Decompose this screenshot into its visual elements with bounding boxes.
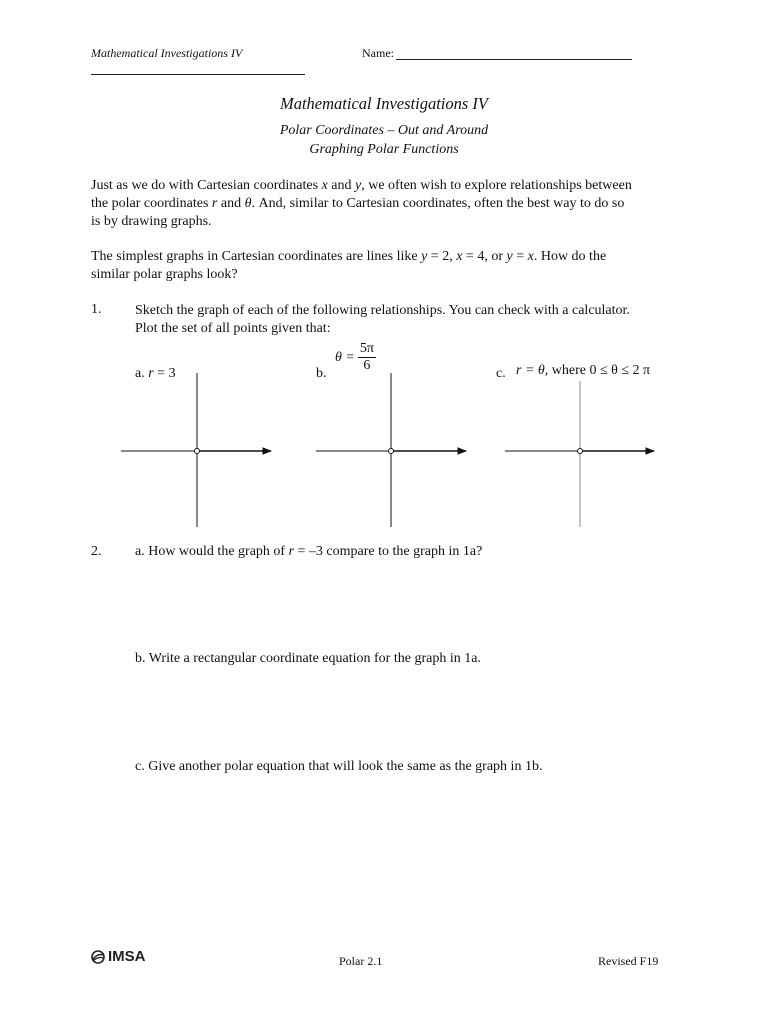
footer-page-label: Polar 2.1: [339, 954, 383, 968]
name-label: Name:: [362, 46, 394, 60]
pole-1b: [389, 449, 394, 454]
header-course: Mathematical Investigations IV: [91, 46, 243, 60]
q1b-fraction: $\frac{5\pi}{6}$: [359, 341, 374, 373]
axes-1a: [121, 373, 271, 527]
footer-revision: Revised F19: [598, 954, 659, 968]
intro-p1-line-1: Just as we do with Cartesian coordinates x and y, we often wish to explore relationships between: [91, 178, 632, 193]
intro-p1-line-2: the polar coordinates r and θ. And, similar to Cartesian coordinates, often the best way to do so: [91, 196, 625, 211]
question-1-line-1: Sketch the graph of each of the following relationships. You can check with a calculator.: [135, 303, 630, 318]
intro-p1-line-3: is by drawing graphs.: [91, 214, 212, 229]
axes-1c: [505, 381, 654, 527]
axes-1b: [316, 373, 466, 527]
intro-p2-line-2: similar polar graphs look?: [91, 267, 238, 282]
pole-1c: [578, 449, 583, 454]
question-1-number: 1.: [91, 302, 102, 317]
imsa-logo: IMSA: [91, 948, 146, 965]
question-2-number: 2.: [91, 544, 102, 559]
intro-p2-line-1: The simplest graphs in Cartesian coordinates are lines like y = 2, x = 4, or y = x. How do the: [91, 249, 607, 264]
q1c-label: c.: [496, 366, 506, 381]
pole-1a: [195, 449, 200, 454]
question-1-line-2: Plot the set of all points given that:: [135, 321, 331, 336]
q1b-label: b.: [316, 366, 327, 381]
q1c-equation: r = θ, where 0 ≤ θ ≤ 2 π: [516, 363, 651, 378]
q2a-prompt: a. How would the graph of r = –3 compare to the graph in 1a?: [135, 544, 483, 559]
subtitle-topic: Polar Coordinates – Out and Around: [279, 123, 489, 138]
q1b-equation: θ = $\frac{5\pi}{6}$: [335, 341, 374, 373]
subtitle-section: Graphing Polar Functions: [309, 142, 459, 157]
page-title: Mathematical Investigations IV: [279, 94, 489, 113]
q2c-prompt: c. Give another polar equation that will look the same as the graph in 1b.: [135, 759, 543, 774]
imsa-globe-icon: [91, 950, 105, 964]
q2b-prompt: b. Write a rectangular coordinate equation for the graph in 1a.: [135, 651, 481, 666]
q1a-label: a. r = 3: [135, 366, 176, 381]
